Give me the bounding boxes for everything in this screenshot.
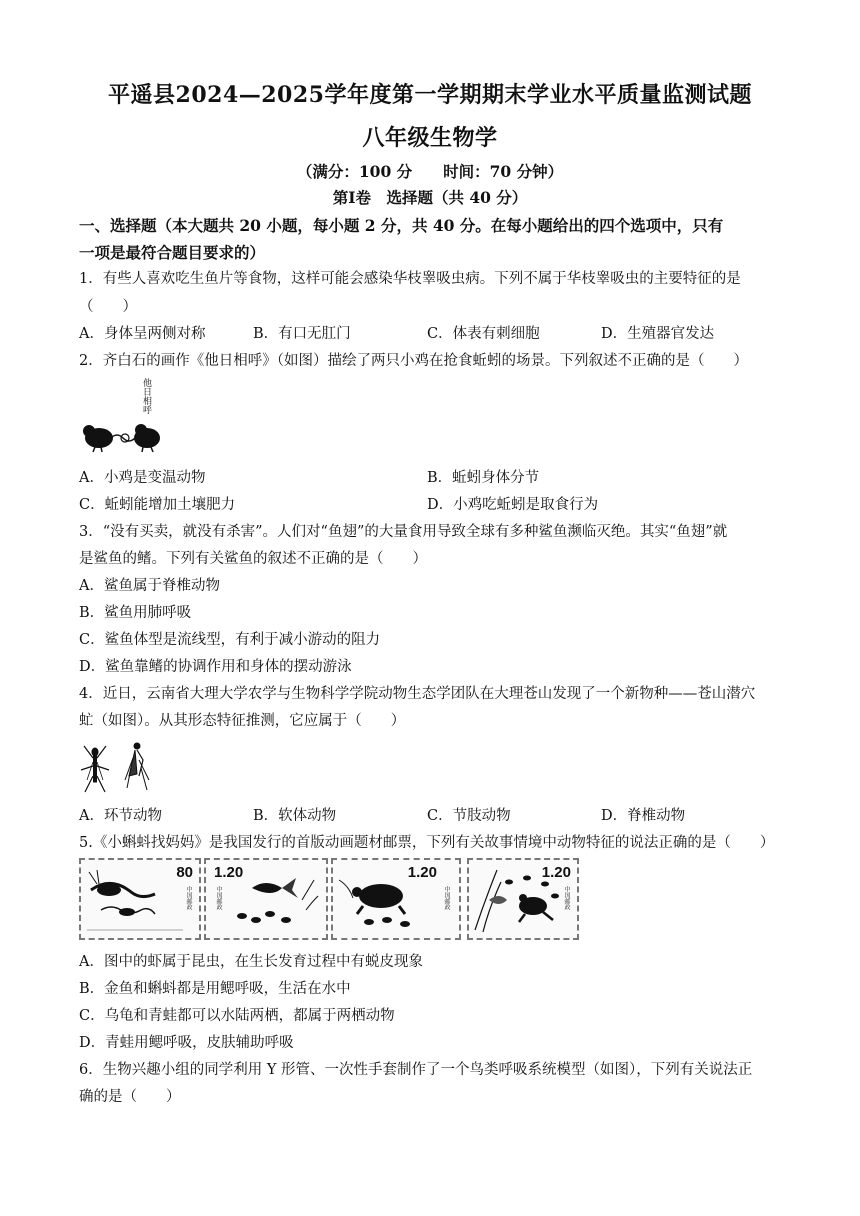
q1-option-d: D．生殖器官发达 bbox=[601, 326, 715, 342]
stamp-3 bbox=[331, 858, 461, 940]
q3-stem-line-2: 是鲨鱼的鳍。下列有关鲨鱼的叙述不正确的是（ ） bbox=[79, 551, 427, 567]
q1-option-a: A．身体呈两侧对称 bbox=[79, 326, 206, 342]
section-title: 第Ⅰ卷 选择题（共 40 分） bbox=[332, 188, 528, 207]
q5-option-c: C．乌龟和青蛙都可以水陆两栖，都属于两栖动物 bbox=[79, 1008, 395, 1024]
q4-option-d: D．脊椎动物 bbox=[601, 808, 686, 824]
q2-option-b: B．蚯蚓身体分节 bbox=[427, 470, 540, 486]
frog-illustration-icon bbox=[469, 860, 577, 938]
chick-right-icon bbox=[134, 424, 160, 452]
stamp-2-value: 1.20 bbox=[214, 864, 244, 881]
chick-left-icon bbox=[83, 425, 113, 452]
chicks-painting-figure bbox=[79, 376, 165, 454]
stamp-1-value: 80 bbox=[176, 864, 193, 881]
q4-option-a: A．环节动物 bbox=[79, 808, 162, 824]
exam-title: 平遥县2024—2025学年度第一学期期末学业水平质量监测试题 bbox=[108, 82, 752, 108]
fly-lateral-icon bbox=[125, 743, 149, 790]
stamp-4-country: 中国邮政 bbox=[563, 886, 570, 910]
stamp-3-value: 1.20 bbox=[407, 864, 437, 881]
q3-option-d: D．鲨鱼靠鳍的协调作用和身体的摆动游泳 bbox=[79, 659, 352, 675]
goldfish-illustration-icon bbox=[206, 860, 326, 938]
stamp-2 bbox=[204, 858, 328, 940]
q5-option-a: A．图中的虾属于昆虫，在生长发育过程中有蜕皮现象 bbox=[79, 954, 423, 970]
painting-inscription: 他日相呼 bbox=[141, 378, 151, 414]
q4-stem-line-2: 虻（如图）。从其形态特征推测，它应属于（ ） bbox=[79, 713, 406, 729]
q1-stem-line-2: （ ） bbox=[79, 299, 137, 315]
shrimp-illustration-icon bbox=[81, 860, 199, 938]
q1-option-b: B．有口无肛门 bbox=[253, 326, 351, 342]
q2-option-a: A．小鸡是变温动物 bbox=[79, 470, 206, 486]
q2-option-c: C．蚯蚓能增加土壤肥力 bbox=[79, 497, 236, 513]
q1-stem-line-1: 1．有些人喜欢吃生鱼片等食物，这样可能会感染华枝睾吸虫病。下列不属于华枝睾吸虫的主要特征的是 bbox=[79, 271, 741, 287]
stamp-3-country: 中国邮政 bbox=[443, 886, 450, 910]
stamp-1-country: 中国邮政 bbox=[185, 886, 192, 910]
q4-stem-line-1: 4．近日，云南省大理大学农学与生物科学学院动物生态学团队在大理苍山发现了一个新物种——苍山潜穴 bbox=[79, 686, 756, 702]
q3-stem-line-1: 3．“没有买卖，就没有杀害”。人们对“鱼翅”的大量食用导致全球有多种鲨鱼濒临灭绝。其实“鱼翅”就 bbox=[79, 524, 728, 540]
stamp-4 bbox=[467, 858, 579, 940]
q4-option-c: C．节肢动物 bbox=[427, 808, 511, 824]
earthworm-icon bbox=[111, 434, 135, 442]
q5-stem: 5.《小蝌蚪找妈妈》是我国发行的首版动画题材邮票，下列有关故事情境中动物特征的说法正确的是（ ） bbox=[79, 835, 775, 851]
stamp-1 bbox=[79, 858, 201, 940]
q6-stem-line-1: 6．生物兴趣小组的同学利用 Y 形管、一次性手套制作了一个鸟类呼吸系统模型（如图），下列有关说法正 bbox=[79, 1062, 753, 1078]
q3-option-a: A．鲨鱼属于脊椎动物 bbox=[79, 578, 220, 594]
stamp-4-value: 1.20 bbox=[541, 864, 571, 881]
q5-option-b: B．金鱼和蝌蚪都是用鳃呼吸，生活在水中 bbox=[79, 981, 351, 997]
exam-meta: （满分：100 分 时间：70 分钟） bbox=[296, 162, 564, 181]
stamp-2-country: 中国邮政 bbox=[215, 886, 222, 910]
instructions-line-1: 一、选择题（本大题共 20 小题，每小题 2 分，共 40 分。在每小题给出的四个选项中，只有 bbox=[79, 216, 724, 235]
fly-specimen-figure bbox=[79, 738, 159, 794]
q5-option-d: D．青蛙用鳃呼吸，皮肤辅助呼吸 bbox=[79, 1035, 294, 1051]
q3-option-c: C．鲨鱼体型是流线型，有利于减小游动的阻力 bbox=[79, 632, 381, 648]
q3-option-b: B．鲨鱼用肺呼吸 bbox=[79, 605, 192, 621]
exam-subtitle: 八年级生物学 bbox=[362, 125, 498, 151]
turtle-illustration-icon bbox=[333, 860, 459, 938]
instructions-line-2: 一项是最符合题目要求的） bbox=[79, 243, 266, 262]
q2-option-d: D．小鸡吃蚯蚓是取食行为 bbox=[427, 497, 599, 513]
q4-option-b: B．软体动物 bbox=[253, 808, 337, 824]
q6-stem-line-2: 确的是（ ） bbox=[79, 1089, 181, 1105]
q2-stem: 2．齐白石的画作《他日相呼》（如图）描绘了两只小鸡在抢食蚯蚓的场景。下列叙述不正确的是（ ） bbox=[79, 353, 748, 369]
q1-option-c: C．体表有刺细胞 bbox=[427, 326, 540, 342]
fly-dorsal-icon bbox=[81, 746, 109, 792]
